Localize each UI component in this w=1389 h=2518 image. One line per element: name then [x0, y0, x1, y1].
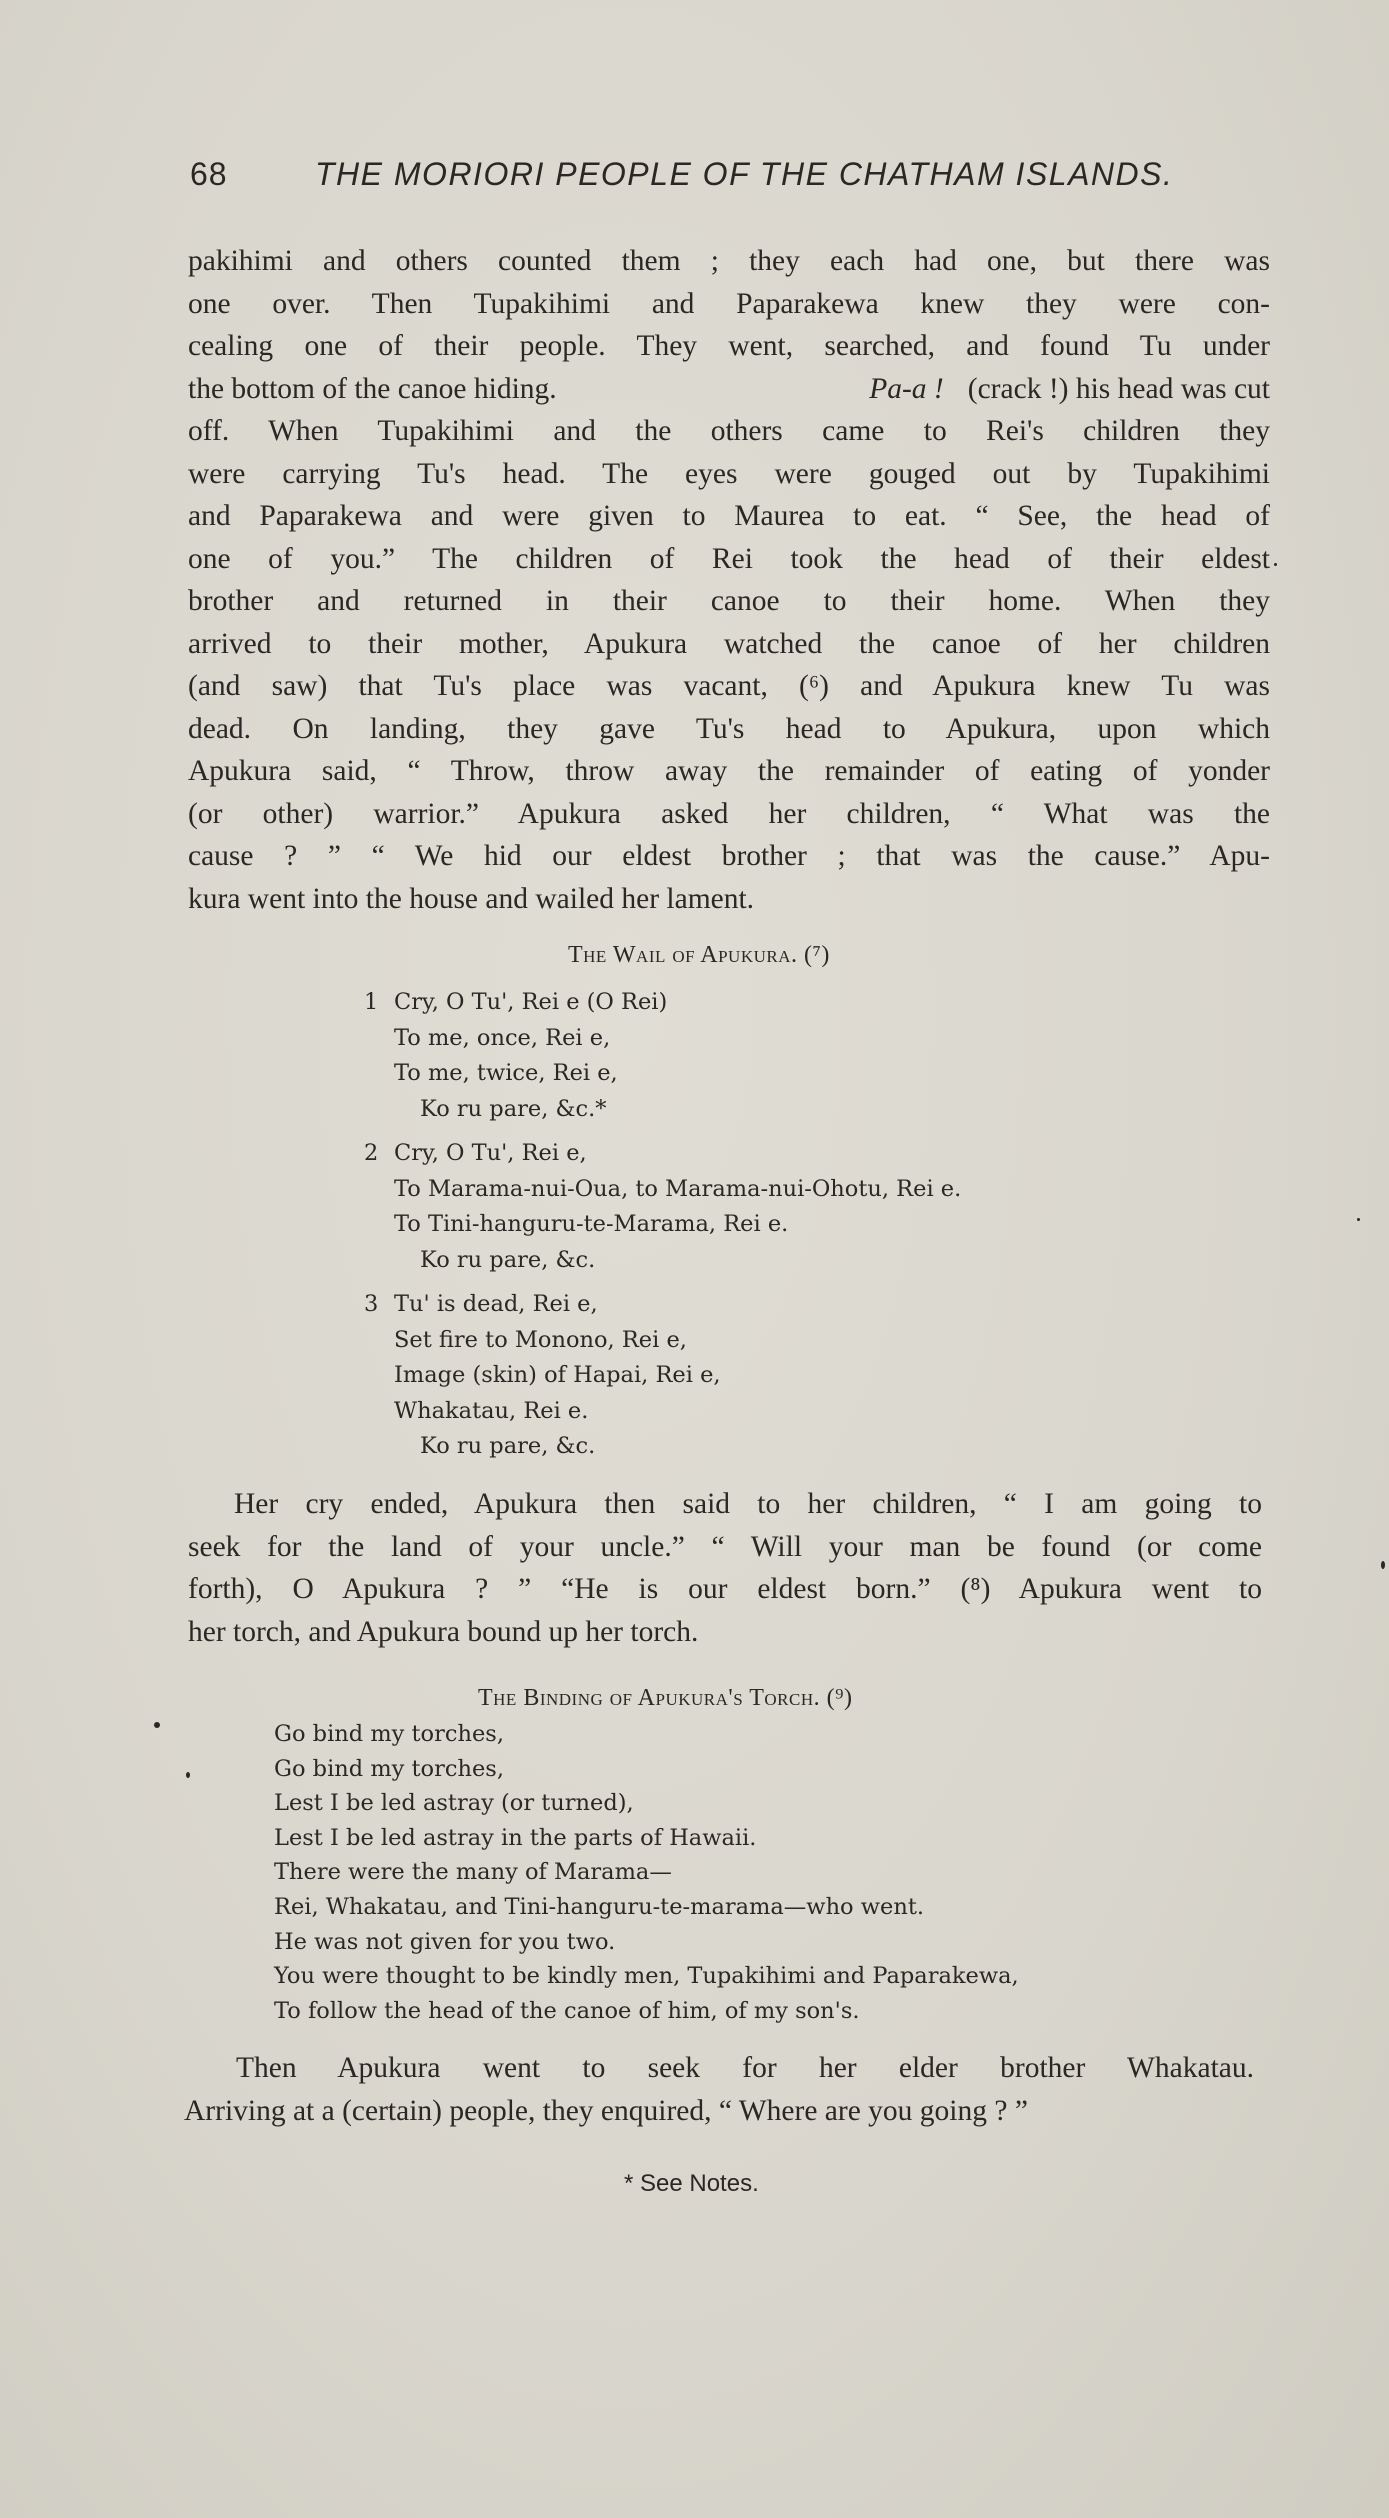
ink-speck: [1274, 563, 1277, 566]
footnote: * See Notes.: [624, 2170, 759, 2197]
text-line: brother and returned in their canoe to their home. When they: [188, 585, 1270, 617]
verse-stanza-2: [364, 1136, 961, 1278]
paragraph-1: [188, 240, 1270, 920]
text-line: Her cry ended, Apukura then said to her children, “ I am going to: [234, 1488, 1262, 1520]
text-line: off. When Tupakihimi and the others came to Rei's children they: [188, 415, 1270, 447]
verse-line: Go bind my torches,: [274, 1721, 504, 1747]
text-fragment: (crack !) his head was cut: [967, 372, 1270, 405]
text-line: dead. On landing, they gave Tu's head to Apukura, upon which: [188, 712, 1270, 745]
verse-line: Image (skin) of Hapai, Rei e,: [394, 1362, 721, 1388]
text-line: (or other) warrior.” Apukura asked her children, “ What was the: [188, 797, 1270, 830]
text-line: cealing one of their people. They went, searched, and found Tu under: [188, 330, 1270, 362]
text-line: arrived to their mother, Apukura watched the canoe of her children: [188, 627, 1270, 660]
verse-line: Cry, O Tu', Rei e (O Rei): [394, 989, 668, 1015]
verse-line: To me, once, Rei e,: [394, 1024, 611, 1051]
text-line: seek for the land of your uncle.” “ Will your man be found (or come: [188, 1530, 1262, 1563]
verse-line: Set fire to Monono, Rei e,: [394, 1326, 687, 1353]
verse-line: Rei, Whakatau, and Tini-hanguru-te-marama—who went.: [274, 1893, 925, 1920]
wail-caption: The Wail of Apukura. (⁷): [568, 942, 830, 968]
verse-line: Ko ru pare, &c.: [420, 1246, 596, 1273]
stanza-number: 3: [364, 1291, 379, 1317]
stanza-number: 2: [364, 1140, 379, 1166]
ink-speck: [1381, 1561, 1385, 1569]
text-line: Apukura said, “ Throw, throw away the remainder of eating of yonder: [188, 755, 1270, 787]
text-line: one of you.” The children of Rei took the head of their eldest: [188, 542, 1270, 575]
verse-line: Cry, O Tu', Rei e,: [394, 1140, 587, 1166]
running-title: THE MORIORI PEOPLE OF THE CHATHAM ISLANDS.: [315, 156, 1174, 192]
verse-line: There were the many of Marama—: [274, 1859, 672, 1886]
page-number: 68: [190, 156, 228, 192]
text-line: and Paparakewa and were given to Maurea to eat. “ See, the head of: [188, 500, 1270, 532]
verse-stanza-1: [364, 985, 667, 1127]
verse-line: Lest I be led astray in the parts of Hawaii.: [274, 1824, 757, 1851]
binding-verse: [274, 1717, 1019, 2028]
text-line: were carrying Tu's head. The eyes were gouged out by Tupakihimi: [188, 457, 1270, 490]
running-header: [190, 156, 1190, 206]
verse-line: Go bind my torches,: [274, 1755, 504, 1782]
verse-line: Ko ru pare, &c.: [420, 1433, 596, 1459]
stanza-number: 1: [364, 989, 379, 1015]
text-line: Then Apukura went to seek for her elder brother Whakatau.: [236, 2052, 1254, 2084]
ink-speck: [1357, 1218, 1360, 1221]
paragraph-2: [188, 1483, 1262, 1653]
verse-line: He was not given for you two.: [274, 1928, 616, 1955]
verse-line: You were thought to be kindly men, Tupakihimi and Paparakewa,: [274, 1963, 1019, 1990]
ink-speck: [186, 1772, 190, 1778]
text-line: [188, 368, 1270, 411]
text-fragment: the bottom of the canoe hiding.: [188, 372, 557, 405]
verse-line: Tu' is dead, Rei e,: [394, 1291, 598, 1317]
verse-stanza-3: [364, 1287, 721, 1465]
verse-line: To follow the head of the canoe of him, of my son's.: [274, 1997, 860, 2024]
italic-word: Pa-a !: [869, 372, 944, 405]
text-line: her torch, and Apukura bound up her torch.: [188, 1615, 699, 1648]
verse-line: To me, twice, Rei e,: [394, 1060, 618, 1086]
verse-line: Whakatau, Rei e.: [394, 1397, 589, 1424]
paragraph-3: [184, 2047, 1254, 2132]
text-line: pakihimi and others counted them ; they each had one, but there was: [188, 245, 1270, 277]
text-line: kura went into the house and wailed her lament.: [188, 882, 755, 915]
binding-caption: The Binding of Apukura's Torch. (⁹): [478, 1685, 853, 1711]
text-line: cause ? ” “ We hid our eldest brother ; that was the cause.” Apu-: [188, 840, 1270, 872]
text-line: forth), O Apukura ? ” “He is our eldest born.” (⁸) Apukura went to: [188, 1573, 1262, 1605]
text-line: Arriving at a (certain) people, they enquired, “ Where are you going ? ”: [184, 2094, 1028, 2127]
verse-line: To Marama-nui-Oua, to Marama-nui-Ohotu, Rei e.: [394, 1175, 962, 1202]
text-line: (and saw) that Tu's place was vacant, (⁶) and Apukura knew Tu was: [188, 670, 1270, 702]
verse-line: Lest I be led astray (or turned),: [274, 1790, 634, 1817]
ink-speck: [154, 1722, 160, 1728]
verse-line: To Tini-hanguru-te-Marama, Rei e.: [394, 1211, 789, 1237]
verse-line: Ko ru pare, &c.*: [420, 1095, 607, 1122]
text-line: one over. Then Tupakihimi and Paparakewa knew they were con-: [188, 287, 1270, 320]
